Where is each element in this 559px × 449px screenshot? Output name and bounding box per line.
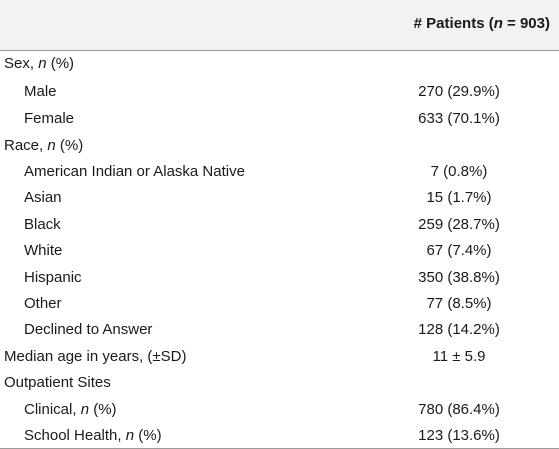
row-label: Male — [24, 83, 57, 100]
table-row — [0, 212, 559, 238]
table-row — [0, 265, 559, 291]
row-label: Hispanic — [24, 269, 82, 286]
row-label: American Indian or Alaska Native — [24, 163, 245, 180]
row-label: School Health, n (%) — [24, 427, 162, 444]
table-row — [0, 79, 559, 105]
row-value: 780 (86.4%) — [418, 401, 500, 418]
row-label: Black — [24, 216, 61, 233]
row-label: Sex, n (%) — [4, 55, 75, 72]
row-value: 350 (38.8%) — [418, 269, 500, 286]
table-row — [0, 106, 559, 132]
row-value: 259 (28.7%) — [418, 216, 500, 233]
row-value: 128 (14.2%) — [418, 321, 500, 338]
table-row — [0, 397, 559, 423]
row-label: White — [24, 242, 63, 259]
table-row — [0, 238, 559, 264]
row-label: Other — [24, 295, 62, 312]
table-row — [0, 291, 559, 317]
table-row — [0, 344, 559, 370]
row-value: 270 (29.9%) — [418, 83, 500, 100]
row-label: Race, n (%) — [4, 137, 84, 154]
row-value: 633 (70.1%) — [418, 110, 500, 127]
table-row — [0, 423, 559, 449]
row-value: 67 (7.4%) — [426, 242, 492, 259]
table-row — [0, 159, 559, 185]
row-value: 11 ± 5.9 — [432, 348, 486, 365]
table-row — [0, 133, 559, 159]
row-value: 123 (13.6%) — [418, 427, 500, 444]
table-row — [0, 185, 559, 211]
table-row — [0, 51, 559, 77]
row-label: Median age in years, (±SD) — [4, 348, 187, 365]
row-label: Declined to Answer — [24, 321, 153, 338]
row-value: 7 (0.8%) — [430, 163, 488, 180]
row-value: 15 (1.7%) — [426, 189, 492, 206]
row-value: 77 (8.5%) — [426, 295, 492, 312]
table-header — [0, 0, 559, 51]
row-label: Female — [24, 110, 75, 127]
row-label: Clinical, n (%) — [24, 401, 117, 418]
table-row — [0, 370, 559, 396]
row-label: Outpatient Sites — [4, 374, 111, 391]
table-row — [0, 317, 559, 343]
column-header-patients: # Patients (n = 903) — [413, 15, 550, 32]
row-label: Asian — [24, 189, 62, 206]
